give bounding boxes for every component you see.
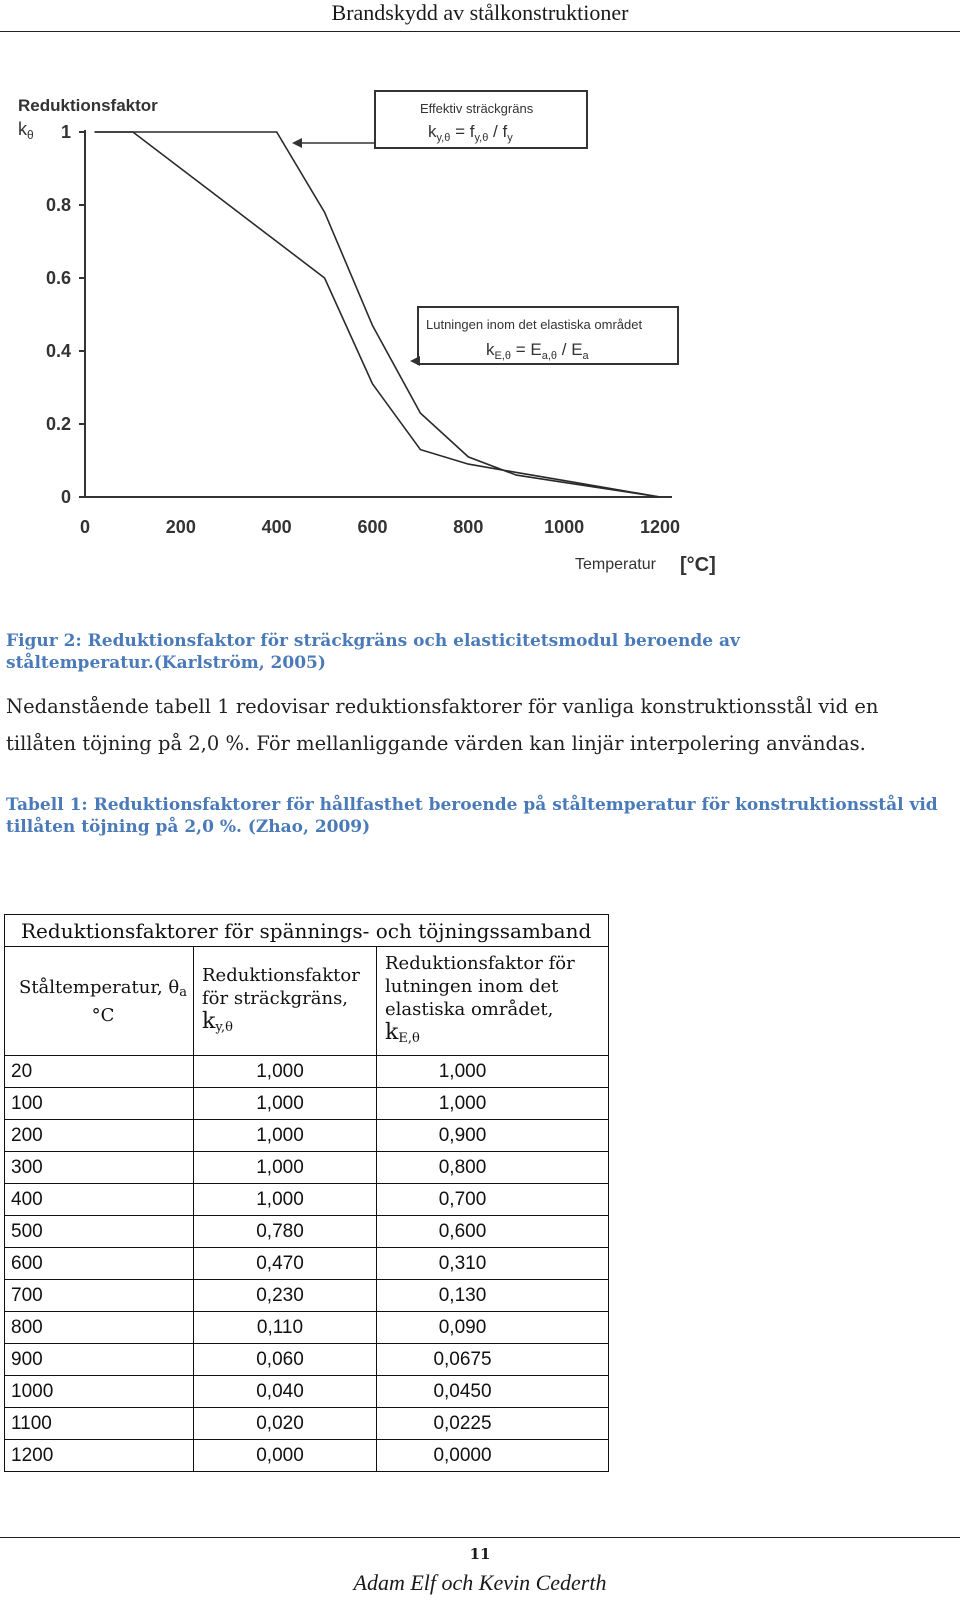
y-tick-label: 0.4 bbox=[45, 341, 71, 361]
table-row bbox=[5, 1440, 609, 1472]
cell-yield-factor: 1,000 bbox=[194, 1056, 377, 1088]
table-row bbox=[5, 1344, 609, 1376]
body-paragraph-line1: Nedanstående tabell 1 redovisar reduktionsfaktorer för vanliga konstruktionsstål vid en bbox=[6, 695, 879, 718]
table-title: Reduktionsfaktorer för spännings- och töjningssamband bbox=[5, 915, 609, 947]
table-row bbox=[5, 1216, 609, 1248]
x-tick-label: 400 bbox=[261, 517, 292, 537]
y-tick-label: 1 bbox=[60, 122, 71, 142]
column-header-yield-factor: Reduktionsfaktor för sträckgräns, $k_{y,\theta}$ bbox=[194, 947, 377, 1056]
annotation-yield-formula: $k_{y,\theta} = f_{y,\theta} / f_y$ bbox=[428, 122, 513, 144]
header-divider bbox=[0, 31, 960, 32]
column-header-elastic-factor: Reduktionsfaktor för lutningen inom det elastiska området, $k_{E,\theta}$ bbox=[377, 947, 609, 1056]
cell-yield-factor: 0,110 bbox=[194, 1312, 377, 1344]
cell-temperature: 600 bbox=[5, 1248, 194, 1280]
cell-temperature: 1000 bbox=[5, 1376, 194, 1408]
x-axis-label-unit: [°C] bbox=[680, 554, 716, 576]
cell-yield-factor: 0,230 bbox=[194, 1280, 377, 1312]
table-row bbox=[5, 1056, 609, 1088]
table-caption-line2: tillåten töjning på 2,0 %. (Zhao, 2009) bbox=[6, 817, 371, 837]
cell-elastic-factor: 0,130 bbox=[377, 1280, 609, 1312]
cell-yield-factor: 1,000 bbox=[194, 1152, 377, 1184]
cell-elastic-factor: 0,800 bbox=[377, 1152, 609, 1184]
cell-elastic-factor: 0,0450 bbox=[377, 1376, 609, 1408]
table-row bbox=[5, 1312, 609, 1344]
page-number: 11 bbox=[469, 1545, 491, 1563]
y-axis-ticks bbox=[46, 122, 85, 507]
table-row bbox=[5, 1280, 609, 1312]
annotation-yield bbox=[292, 91, 587, 148]
table-caption bbox=[6, 794, 946, 838]
annotation-elastic-title: Lutningen inom det elastiska området bbox=[426, 317, 643, 332]
x-tick-label: 1200 bbox=[639, 517, 681, 537]
y-tick-label: 0.6 bbox=[45, 268, 71, 288]
cell-temperature: 400 bbox=[5, 1184, 194, 1216]
y-axis-label-line1: Reduktionsfaktor bbox=[18, 96, 158, 115]
column-header-temperature-label: Ståltemperatur, θ bbox=[18, 976, 180, 998]
cell-temperature: 900 bbox=[5, 1344, 194, 1376]
x-tick-label: 0 bbox=[79, 517, 91, 537]
y-axis-label-symbol: $k_\theta$ bbox=[18, 119, 34, 142]
column-header-yield-label: Reduktionsfaktor för sträckgräns, bbox=[202, 964, 360, 1009]
cell-temperature: 100 bbox=[5, 1088, 194, 1120]
x-axis-label-text: Temperatur bbox=[575, 556, 656, 573]
annotation-elastic bbox=[410, 307, 678, 366]
column-header-temperature: Ståltemperatur, $\theta_a$ °C bbox=[5, 947, 194, 1056]
cell-temperature: 1100 bbox=[5, 1408, 194, 1440]
x-axis-label bbox=[575, 554, 716, 576]
cell-elastic-factor: 0,0225 bbox=[377, 1408, 609, 1440]
body-paragraph-line2: tillåten töjning på 2,0 %. För mellanliggande värden kan linjär interpolering användas. bbox=[6, 732, 866, 755]
table-row bbox=[5, 1088, 609, 1120]
cell-elastic-factor: 0,090 bbox=[377, 1312, 609, 1344]
y-tick-label: 0.2 bbox=[45, 414, 71, 434]
table-caption-line1: Tabell 1: Reduktionsfaktorer för hållfasthet beroende på ståltemperatur för konstruktionsstål vid bbox=[6, 795, 938, 815]
cell-yield-factor: 0,040 bbox=[194, 1376, 377, 1408]
column-header-temperature-unit: °C bbox=[91, 1004, 115, 1026]
figure-caption-line2: ståltemperatur.(Karlström, 2005) bbox=[6, 653, 326, 673]
table-title-row bbox=[5, 915, 609, 947]
footer-authors: Adam Elf och Kevin Cederth bbox=[353, 1570, 607, 1595]
table-row bbox=[5, 1376, 609, 1408]
cell-temperature: 1200 bbox=[5, 1440, 194, 1472]
x-axis-ticks bbox=[80, 517, 680, 537]
x-tick-label: 600 bbox=[357, 517, 388, 537]
body-paragraph bbox=[6, 688, 946, 762]
cell-temperature: 200 bbox=[5, 1120, 194, 1152]
reduction-factor-table bbox=[4, 914, 609, 1472]
table-row bbox=[5, 1120, 609, 1152]
annotation-elastic-formula: $k_{E,\theta} = E_{a,\theta} / E_a$ bbox=[486, 340, 589, 362]
cell-yield-factor: 1,000 bbox=[194, 1088, 377, 1120]
cell-yield-factor: 1,000 bbox=[194, 1120, 377, 1152]
cell-yield-factor: 0,780 bbox=[194, 1216, 377, 1248]
y-tick-label: 0 bbox=[60, 487, 71, 507]
figure-caption-line1: Figur 2: Reduktionsfaktor för sträckgräns och elasticitetsmodul beroende av bbox=[6, 631, 740, 651]
cell-elastic-factor: 0,310 bbox=[377, 1248, 609, 1280]
cell-temperature: 700 bbox=[5, 1280, 194, 1312]
table-row bbox=[5, 1408, 609, 1440]
running-header: Brandskydd av stålkonstruktioner bbox=[331, 0, 629, 25]
annotation-yield-arrowhead bbox=[292, 138, 302, 148]
table-body bbox=[5, 1056, 609, 1472]
reduction-factor-chart bbox=[0, 85, 960, 595]
cell-yield-factor: 0,470 bbox=[194, 1248, 377, 1280]
cell-yield-factor: 0,060 bbox=[194, 1344, 377, 1376]
cell-yield-factor: 0,020 bbox=[194, 1408, 377, 1440]
x-tick-label: 800 bbox=[453, 517, 484, 537]
y-tick-label: 0.8 bbox=[45, 195, 71, 215]
table-row bbox=[5, 1248, 609, 1280]
cell-yield-factor: 0,000 bbox=[194, 1440, 377, 1472]
table-row bbox=[5, 1152, 609, 1184]
x-tick-label: 1000 bbox=[544, 517, 585, 537]
annotation-yield-title: Effektiv sträckgräns bbox=[420, 101, 534, 116]
cell-elastic-factor: 0,0675 bbox=[377, 1344, 609, 1376]
cell-yield-factor: 1,000 bbox=[194, 1184, 377, 1216]
table-header-row bbox=[5, 947, 609, 1056]
cell-temperature: 500 bbox=[5, 1216, 194, 1248]
table-row bbox=[5, 1184, 609, 1216]
cell-temperature: 20 bbox=[5, 1056, 194, 1088]
cell-temperature: 800 bbox=[5, 1312, 194, 1344]
cell-elastic-factor: 0,900 bbox=[377, 1120, 609, 1152]
column-header-elastic-label: Reduktionsfaktor för lutningen inom det elastiska området, bbox=[385, 953, 575, 1020]
annotation-elastic-arrowhead bbox=[410, 356, 420, 366]
cell-elastic-factor: 1,000 bbox=[377, 1056, 609, 1088]
figure-caption bbox=[6, 630, 946, 674]
cell-elastic-factor: 0,700 bbox=[377, 1184, 609, 1216]
cell-elastic-factor: 1,000 bbox=[377, 1088, 609, 1120]
x-tick-label: 200 bbox=[165, 517, 196, 537]
cell-temperature: 300 bbox=[5, 1152, 194, 1184]
cell-elastic-factor: 0,600 bbox=[377, 1216, 609, 1248]
footer-divider bbox=[0, 1537, 960, 1538]
cell-elastic-factor: 0,0000 bbox=[377, 1440, 609, 1472]
